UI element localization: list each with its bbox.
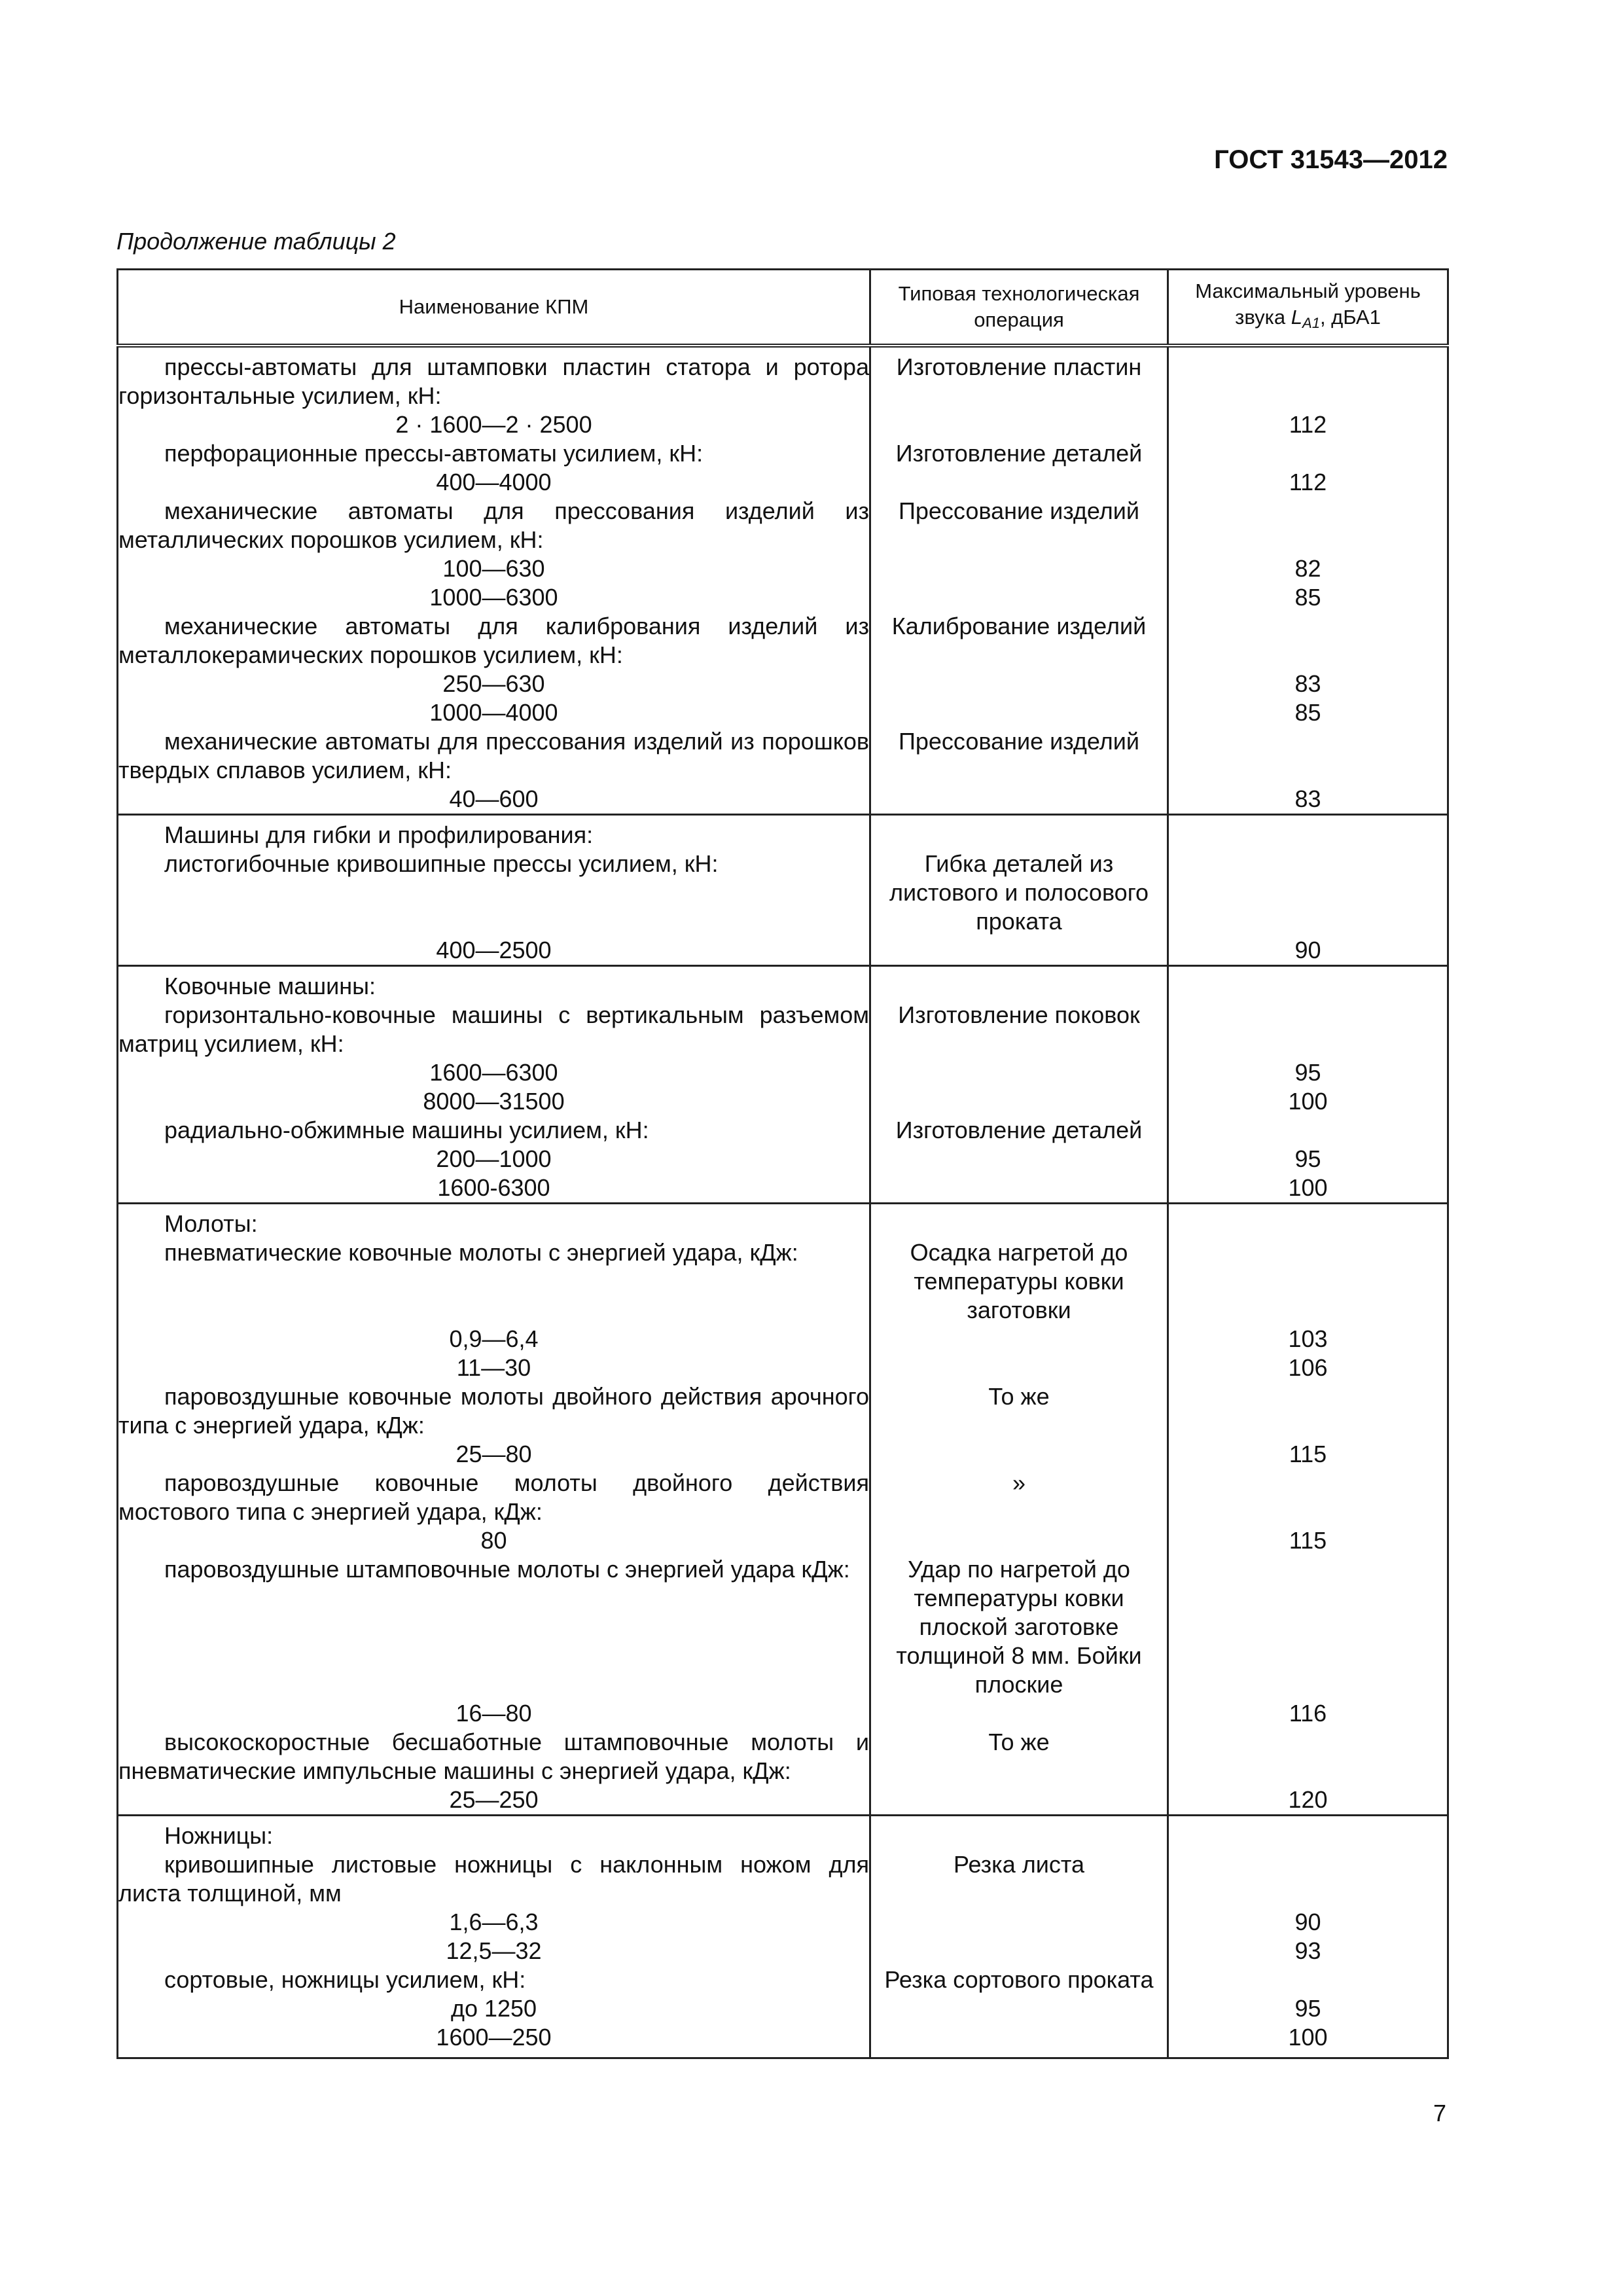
cell-machine-name: 40—600 xyxy=(118,785,870,815)
cell-sound-level xyxy=(1168,966,1448,1001)
cell-machine-name: механические автоматы для прессования изделий из порошков твердых сплавов усилием, кН: xyxy=(118,728,869,783)
cell-operation xyxy=(870,670,1168,698)
table-row xyxy=(118,497,1448,554)
cell-sound-level: 90 xyxy=(1168,936,1448,966)
cell-operation xyxy=(870,468,1168,497)
table-row xyxy=(118,1001,1448,1058)
cell-operation xyxy=(870,1937,1168,1965)
cell-sound-level: 100 xyxy=(1168,1174,1448,1204)
cell-sound-level xyxy=(1168,497,1448,554)
cell-sound-level xyxy=(1168,1728,1448,1785)
cell-sound-level: 112 xyxy=(1168,468,1448,497)
cell-sound-level xyxy=(1168,850,1448,936)
table-row xyxy=(118,936,1448,966)
cell-machine-name: 1600—6300 xyxy=(118,1058,870,1087)
cell-operation xyxy=(870,1699,1168,1728)
cell-operation xyxy=(870,785,1168,815)
cell-operation xyxy=(870,1440,1168,1469)
cell-sound-level xyxy=(1168,1001,1448,1058)
cell-operation xyxy=(870,1325,1168,1354)
cell-sound-level xyxy=(1168,727,1448,785)
cell-sound-level xyxy=(1168,1469,1448,1526)
table-row xyxy=(118,815,1448,850)
cell-operation: Калибрование изделий xyxy=(870,612,1168,670)
cell-machine-name: паровоздушные ковочные молоты двойного действия мостового типа с энергией удара, кДж: xyxy=(118,1469,869,1525)
cell-sound-level: 83 xyxy=(1168,670,1448,698)
cell-sound-level xyxy=(1168,1238,1448,1325)
cell-operation xyxy=(870,1785,1168,1816)
cell-operation: Осадка нагретой до температуры ковки заготовки xyxy=(870,1238,1168,1325)
table-row xyxy=(118,670,1448,698)
cell-operation xyxy=(870,583,1168,612)
cell-operation: Удар по нагретой до температуры ковки плоской заготовке толщиной 8 мм. Бойки плоские xyxy=(870,1555,1168,1699)
cell-machine-name: 1000—4000 xyxy=(118,698,870,727)
table-row xyxy=(118,1058,1448,1087)
cell-machine-name: 1,6—6,3 xyxy=(118,1908,870,1937)
cell-machine-name: сортовые, ножницы усилием, кН: xyxy=(118,1965,870,1994)
cell-machine-name: 1600—250 xyxy=(118,2023,870,2058)
cell-sound-level xyxy=(1168,1965,1448,1994)
cell-operation xyxy=(870,2023,1168,2058)
cell-machine-name: механические автоматы для прессования изделий из металлических порошков усилием, кН: xyxy=(118,497,869,553)
cell-machine-name: 200—1000 xyxy=(118,1145,870,1174)
cell-operation xyxy=(870,1354,1168,1382)
cell-operation: » xyxy=(870,1469,1168,1526)
cell-operation: Гибка деталей из листового и полосового проката xyxy=(870,850,1168,936)
cell-machine-name: прессы-автоматы для штамповки пластин статора и ротора горизонтальные усилием, кН: xyxy=(118,346,870,410)
cell-sound-level: 106 xyxy=(1168,1354,1448,1382)
cell-machine-name: 16—80 xyxy=(118,1699,870,1728)
cell-operation xyxy=(870,410,1168,439)
cell-machine-name: кривошипные листовые ножницы с наклонным ножом для листа толщиной, мм xyxy=(118,1851,869,1907)
table-row xyxy=(118,1382,1448,1440)
table-row xyxy=(118,1116,1448,1145)
cell-operation xyxy=(870,1058,1168,1087)
cell-sound-level: 115 xyxy=(1168,1440,1448,1469)
col-header-unit: , дБА1 xyxy=(1319,305,1381,329)
cell-operation xyxy=(870,1816,1168,1851)
table-row xyxy=(118,468,1448,497)
cell-operation: Резка сортового проката xyxy=(870,1965,1168,1994)
cell-sound-level xyxy=(1168,1382,1448,1440)
col-header-max-sound-level xyxy=(1168,270,1448,346)
table-row xyxy=(118,850,1448,936)
cell-operation xyxy=(870,1908,1168,1937)
cell-machine-name: до 1250 xyxy=(118,1994,870,2023)
cell-machine-name: паровоздушные ковочные молоты двойного действия арочного типа с энергией удара, кДж: xyxy=(118,1383,869,1439)
cell-sound-level: 95 xyxy=(1168,1994,1448,2023)
table-row xyxy=(118,698,1448,727)
cell-sound-level: 116 xyxy=(1168,1699,1448,1728)
table-header-row xyxy=(118,270,1448,346)
cell-machine-name: Машины для гибки и профилирования: xyxy=(118,815,870,850)
table-row xyxy=(118,1440,1448,1469)
table-row xyxy=(118,1994,1448,2023)
cell-machine-name: 25—250 xyxy=(118,1785,870,1816)
cell-machine-name: 25—80 xyxy=(118,1440,870,1469)
table-row xyxy=(118,1555,1448,1699)
table-row xyxy=(118,1325,1448,1354)
cell-operation: То же xyxy=(870,1728,1168,1785)
cell-sound-level xyxy=(1168,1555,1448,1699)
table-row xyxy=(118,1354,1448,1382)
cell-sound-level: 100 xyxy=(1168,1087,1448,1116)
col-header-machine-name: Наименование КПМ xyxy=(118,270,870,346)
cell-sound-level: 95 xyxy=(1168,1058,1448,1087)
table-row xyxy=(118,1699,1448,1728)
table-caption: Продолжение таблицы 2 xyxy=(116,228,396,255)
table-row xyxy=(118,1145,1448,1174)
cell-operation xyxy=(870,554,1168,583)
cell-sound-level xyxy=(1168,346,1448,410)
cell-sound-level: 90 xyxy=(1168,1908,1448,1937)
table-row xyxy=(118,966,1448,1001)
table-row xyxy=(118,1785,1448,1816)
cell-machine-name: Молоты: xyxy=(118,1204,870,1239)
cell-sound-level xyxy=(1168,1816,1448,1851)
cell-machine-name: высокоскоростные бесшаботные штамповочные молоты и пневматические импульсные машины с энергией удара, кДж: xyxy=(118,1729,869,1784)
cell-machine-name: 400—4000 xyxy=(118,468,870,497)
cell-sound-level: 103 xyxy=(1168,1325,1448,1354)
cell-operation xyxy=(870,698,1168,727)
cell-sound-level: 95 xyxy=(1168,1145,1448,1174)
cell-machine-name: перфорационные прессы-автоматы усилием, кН: xyxy=(118,439,870,468)
col-header-subscript: A1 xyxy=(1302,314,1320,331)
table-row xyxy=(118,583,1448,612)
cell-sound-level: 112 xyxy=(1168,410,1448,439)
cell-operation xyxy=(870,815,1168,850)
table-row xyxy=(118,1174,1448,1204)
cell-sound-level: 115 xyxy=(1168,1526,1448,1555)
cell-operation xyxy=(870,1174,1168,1204)
table-row xyxy=(118,410,1448,439)
cell-machine-name: 400—2500 xyxy=(118,936,870,966)
cell-sound-level: 120 xyxy=(1168,1785,1448,1816)
cell-sound-level xyxy=(1168,1116,1448,1145)
cell-machine-name: 12,5—32 xyxy=(118,1937,870,1965)
document-code: ГОСТ 31543—2012 xyxy=(1214,145,1448,174)
cell-machine-name: 1600-6300 xyxy=(118,1174,870,1204)
table-row xyxy=(118,439,1448,468)
cell-operation: Прессование изделий xyxy=(870,497,1168,554)
table-row xyxy=(118,1087,1448,1116)
cell-operation: То же xyxy=(870,1382,1168,1440)
cell-operation: Изготовление деталей xyxy=(870,1116,1168,1145)
table-row xyxy=(118,1937,1448,1965)
cell-machine-name: Ножницы: xyxy=(118,1816,870,1851)
table-row xyxy=(118,1728,1448,1785)
cell-machine-name: 100—630 xyxy=(118,554,870,583)
noise-level-table xyxy=(116,268,1449,2059)
table-row xyxy=(118,1238,1448,1325)
cell-sound-level xyxy=(1168,1850,1448,1908)
cell-operation xyxy=(870,936,1168,966)
col-header-symbol: L xyxy=(1291,305,1303,329)
table-row xyxy=(118,1469,1448,1526)
cell-operation: Резка листа xyxy=(870,1850,1168,1908)
table-row xyxy=(118,612,1448,670)
cell-machine-name: горизонтально-ковочные машины с вертикальным разъемом матриц усилием, кН: xyxy=(118,1001,869,1057)
cell-sound-level xyxy=(1168,1204,1448,1239)
table-row xyxy=(118,785,1448,815)
cell-sound-level: 93 xyxy=(1168,1937,1448,1965)
table-row xyxy=(118,346,1448,410)
cell-machine-name: Ковочные машины: xyxy=(118,966,870,1001)
cell-machine-name: пневматические ковочные молоты с энергией удара, кДж: xyxy=(118,1238,870,1325)
cell-operation: Изготовление пластин xyxy=(870,346,1168,410)
table-row xyxy=(118,1526,1448,1555)
col-header-max-sound-level-text: Максимальный уровень звука xyxy=(1195,279,1421,329)
cell-sound-level: 83 xyxy=(1168,785,1448,815)
table-row xyxy=(118,727,1448,785)
table-row xyxy=(118,1965,1448,1994)
cell-machine-name: 11—30 xyxy=(118,1354,870,1382)
table-row xyxy=(118,2023,1448,2058)
cell-machine-name: 250—630 xyxy=(118,670,870,698)
cell-operation xyxy=(870,966,1168,1001)
cell-operation xyxy=(870,1145,1168,1174)
cell-sound-level xyxy=(1168,815,1448,850)
cell-machine-name: 2 · 1600—2 · 2500 xyxy=(118,410,870,439)
cell-sound-level xyxy=(1168,439,1448,468)
cell-machine-name: паровоздушные штамповочные молоты с энергией удара кДж: xyxy=(118,1555,870,1699)
cell-operation: Изготовление деталей xyxy=(870,439,1168,468)
cell-machine-name: механические автоматы для калибрования изделий из металлокерамических порошков усилием, кН: xyxy=(118,613,869,668)
table-body xyxy=(118,346,1448,2058)
page-number: 7 xyxy=(1433,2100,1446,2126)
cell-machine-name: 8000—31500 xyxy=(118,1087,870,1116)
cell-machine-name: листогибочные кривошипные прессы усилием, кН: xyxy=(118,850,870,936)
col-header-operation: Типовая технологическая операция xyxy=(870,270,1168,346)
cell-sound-level: 100 xyxy=(1168,2023,1448,2058)
cell-operation xyxy=(870,1994,1168,2023)
table-row xyxy=(118,1850,1448,1908)
cell-sound-level: 85 xyxy=(1168,583,1448,612)
cell-operation: Прессование изделий xyxy=(870,727,1168,785)
cell-operation xyxy=(870,1204,1168,1239)
cell-machine-name: 1000—6300 xyxy=(118,583,870,612)
cell-operation xyxy=(870,1087,1168,1116)
table-row xyxy=(118,554,1448,583)
table-row xyxy=(118,1816,1448,1851)
cell-machine-name: 0,9—6,4 xyxy=(118,1325,870,1354)
cell-operation: Изготовление поковок xyxy=(870,1001,1168,1058)
cell-machine-name: радиально-обжимные машины усилием, кН: xyxy=(118,1116,870,1145)
cell-operation xyxy=(870,1526,1168,1555)
cell-sound-level: 85 xyxy=(1168,698,1448,727)
cell-sound-level xyxy=(1168,612,1448,670)
cell-sound-level: 82 xyxy=(1168,554,1448,583)
table-row xyxy=(118,1204,1448,1239)
table-row xyxy=(118,1908,1448,1937)
cell-machine-name: 80 xyxy=(118,1526,870,1555)
